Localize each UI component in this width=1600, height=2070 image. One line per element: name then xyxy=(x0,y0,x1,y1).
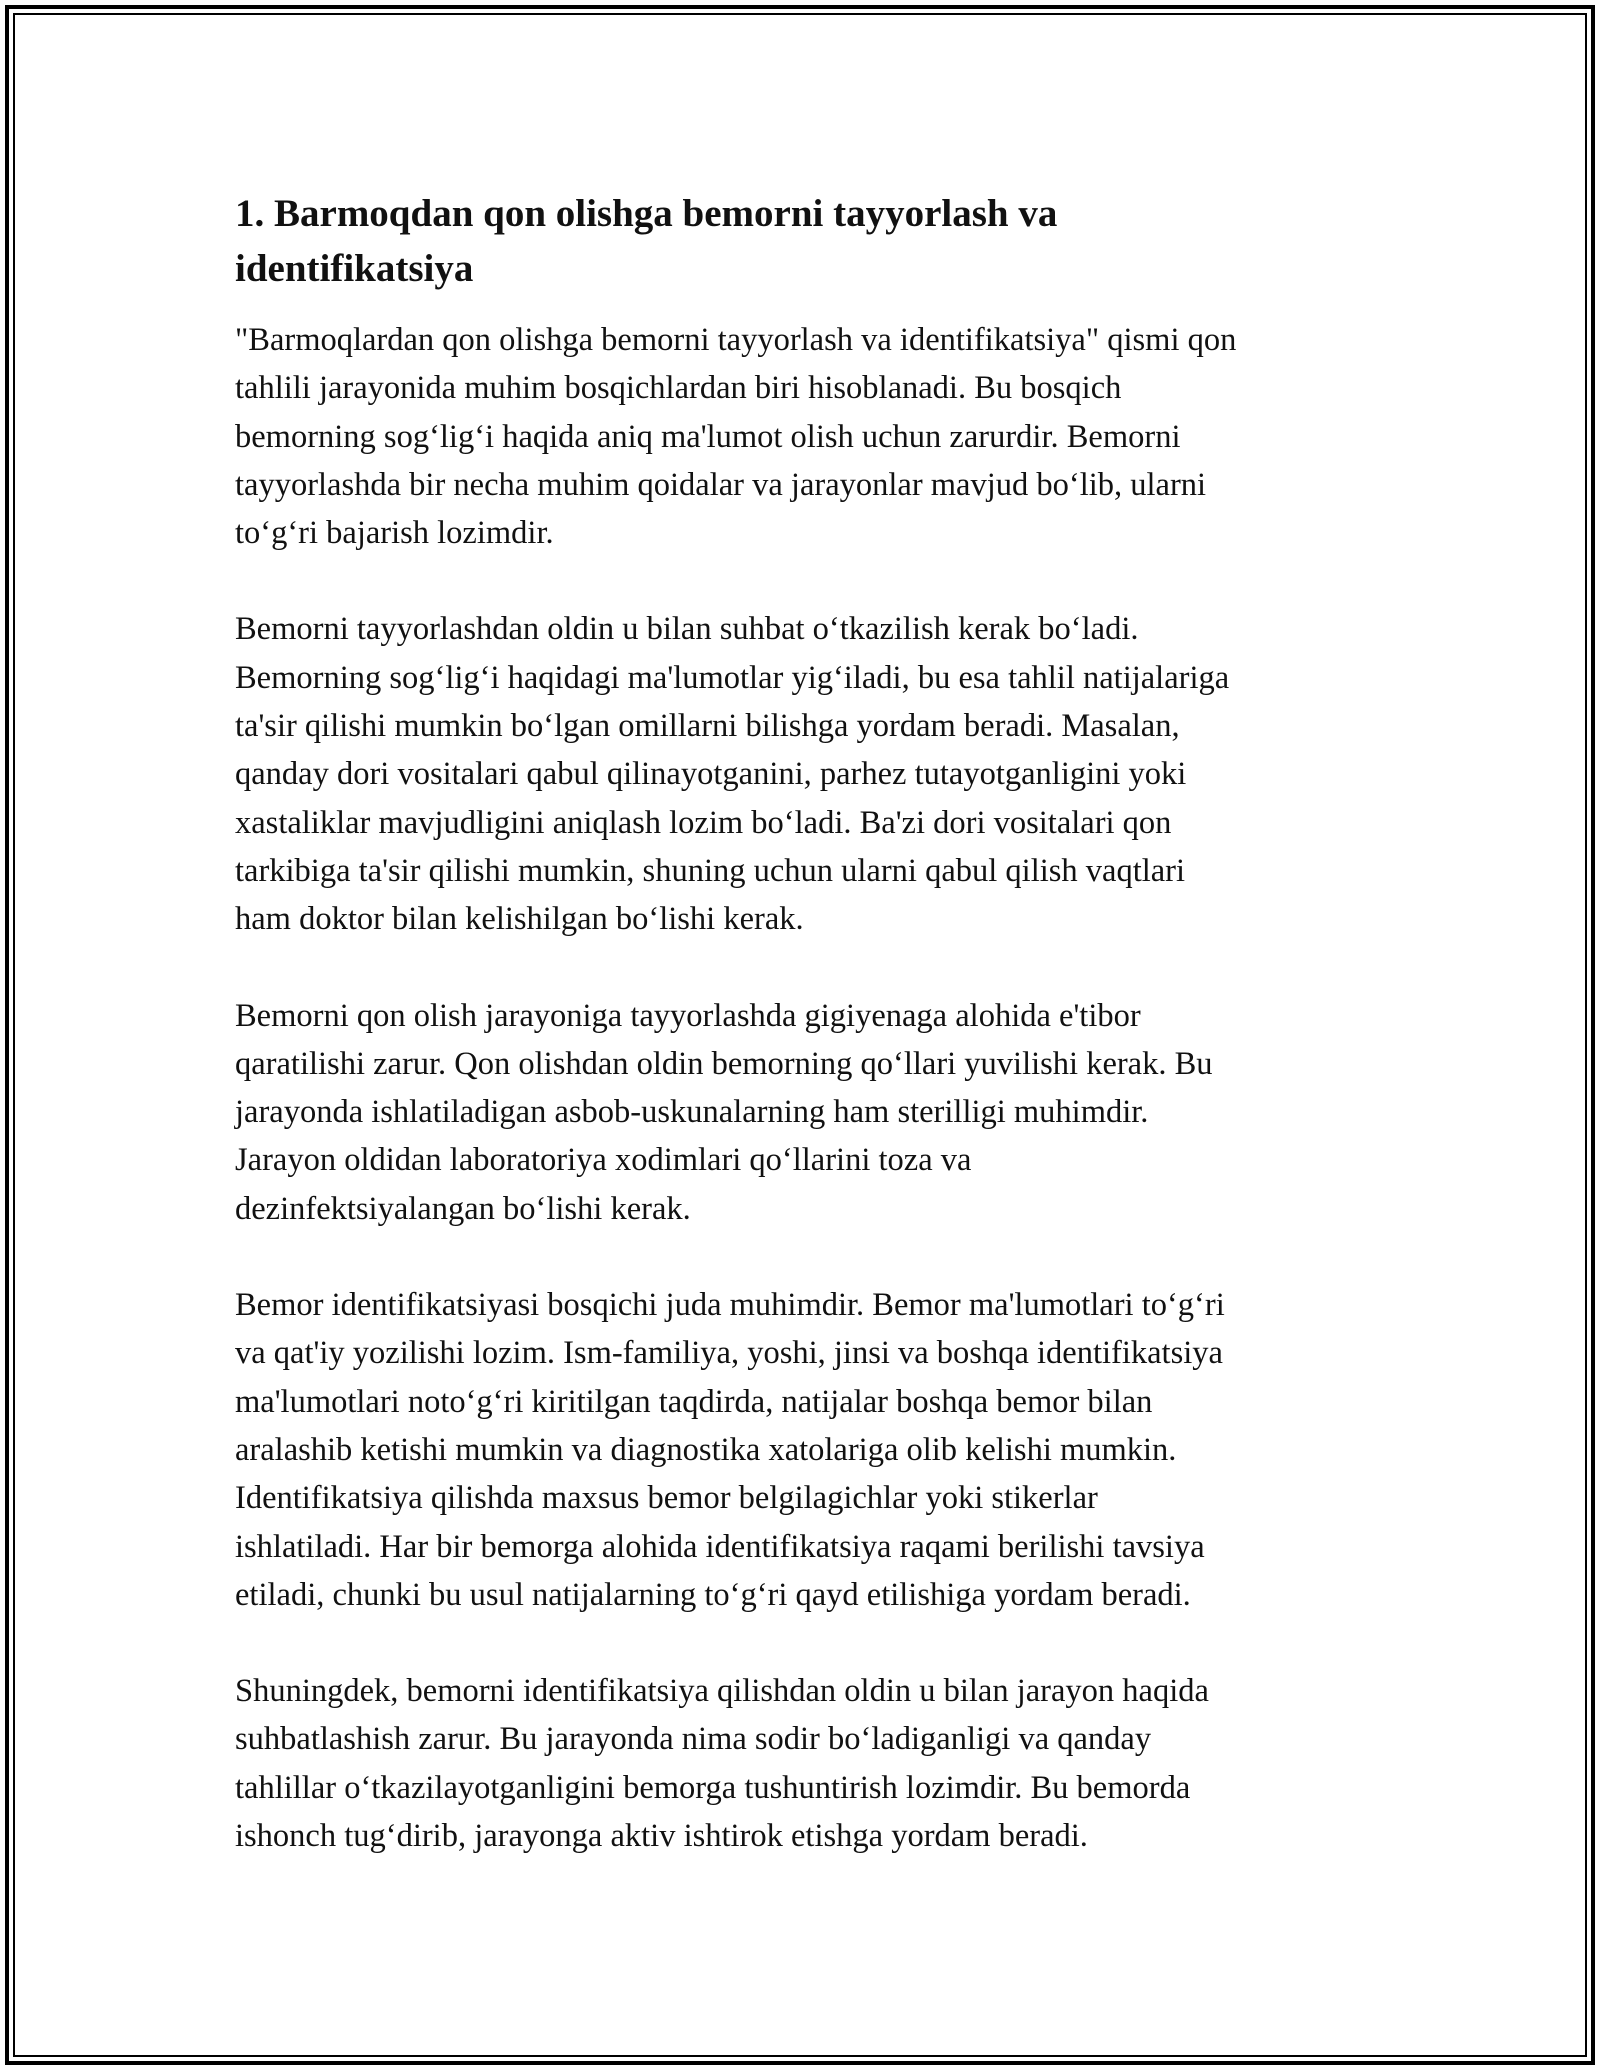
text-line: qaratilishi zarur. Qon olishdan oldin bemorning qo‘llari yuvilishi kerak. Bu xyxy=(235,1045,1213,1082)
text-line: Bemorni qon olish jarayoniga tayyorlashda gigiyenaga alohida e'tibor xyxy=(235,997,1141,1034)
paragraph-intro xyxy=(235,316,1375,557)
text-line: ishonch tug‘dirib, jarayonga aktiv ishtirok etishga yordam beradi. xyxy=(235,1818,1088,1855)
text-line: va qat'iy yozilishi lozim. Ism-familiya, yoshi, jinsi va boshqa identifikatsiya xyxy=(235,1335,1223,1372)
section-title-line: 1. Barmoqdan qon olishga bemorni tayyorlash va xyxy=(235,192,1058,235)
section-title-line: identifikatsiya xyxy=(235,247,474,290)
text-line: qanday dori vositalari qabul qilinayotganini, parhez tutayotganligini yoki xyxy=(235,756,1187,793)
text-line: Shuningdek, bemorni identifikatsiya qilishdan oldin u bilan jarayon haqida xyxy=(235,1673,1209,1710)
text-line: Jarayon oldidan laboratoriya xodimlari qo‘llarini toza va xyxy=(235,1142,972,1179)
text-line: Bemor identifikatsiyasi bosqichi juda muhimdir. Bemor ma'lumotlari to‘g‘ri xyxy=(235,1287,1225,1324)
text-line: etiladi, chunki bu usul natijalarning to‘g‘ri qayd etilishiga yordam beradi. xyxy=(235,1576,1191,1613)
text-line: xastaliklar mavjudligini aniqlash lozim bo‘ladi. Ba'zi dori vositalari qon xyxy=(235,804,1172,841)
paragraph-conversation xyxy=(235,605,1375,943)
text-line: ta'sir qilishi mumkin bo‘lgan omillarni bilishga yordam beradi. Masalan, xyxy=(235,708,1180,745)
text-line: suhbatlashish zarur. Bu jarayonda nima sodir bo‘ladiganligi va qanday xyxy=(235,1721,1152,1758)
text-line: jarayonda ishlatiladigan asbob-uskunalarning ham sterilligi muhimdir. xyxy=(235,1094,1149,1131)
text-line: tahlili jarayonida muhim bosqichlardan biri hisoblanadi. Bu bosqich xyxy=(235,370,1122,407)
text-line: ma'lumotlari noto‘g‘ri kiritilgan taqdirda, natijalar boshqa bemor bilan xyxy=(235,1383,1153,1420)
section-title xyxy=(235,186,1375,296)
text-line: ishlatiladi. Har bir bemorga alohida identifikatsiya raqami berilishi tavsiya xyxy=(235,1528,1205,1565)
text-line: ham doktor bilan kelishilgan bo‘lishi kerak. xyxy=(235,901,804,938)
paragraph-hygiene xyxy=(235,992,1375,1233)
text-line: tarkibiga ta'sir qilishi mumkin, shuning uchun ularni qabul qilish vaqtlari xyxy=(235,852,1186,889)
text-line: to‘g‘ri bajarish lozimdir. xyxy=(235,515,554,552)
document-body xyxy=(235,186,1375,1908)
text-line: bemorning sog‘lig‘i haqida aniq ma'lumot olish uchun zarurdir. Bemorni xyxy=(235,418,1181,455)
text-line: dezinfektsiyalangan bo‘lishi kerak. xyxy=(235,1190,691,1227)
text-line: Bemorning sog‘lig‘i haqidagi ma'lumotlar yig‘iladi, bu esa tahlil natijalariga xyxy=(235,659,1230,696)
paragraph-communication xyxy=(235,1667,1375,1860)
text-line: aralashib ketishi mumkin va diagnostika xatolariga olib kelishi mumkin. xyxy=(235,1431,1177,1468)
text-line: "Barmoqlardan qon olishga bemorni tayyorlash va identifikatsiya" qismi qon xyxy=(235,322,1237,358)
text-line: tahlillar o‘tkazilayotganligini bemorga tushuntirish lozimdir. Bu bemorda xyxy=(235,1769,1191,1806)
paragraph-identification xyxy=(235,1281,1375,1619)
text-line: Bemorni tayyorlashdan oldin u bilan suhbat o‘tkazilish kerak bo‘ladi. xyxy=(235,611,1139,648)
text-line: Identifikatsiya qilishda maxsus bemor belgilagichlar yoki stikerlar xyxy=(235,1480,1098,1517)
text-line: tayyorlashda bir necha muhim qoidalar va jarayonlar mavjud bo‘lib, ularni xyxy=(235,466,1207,503)
